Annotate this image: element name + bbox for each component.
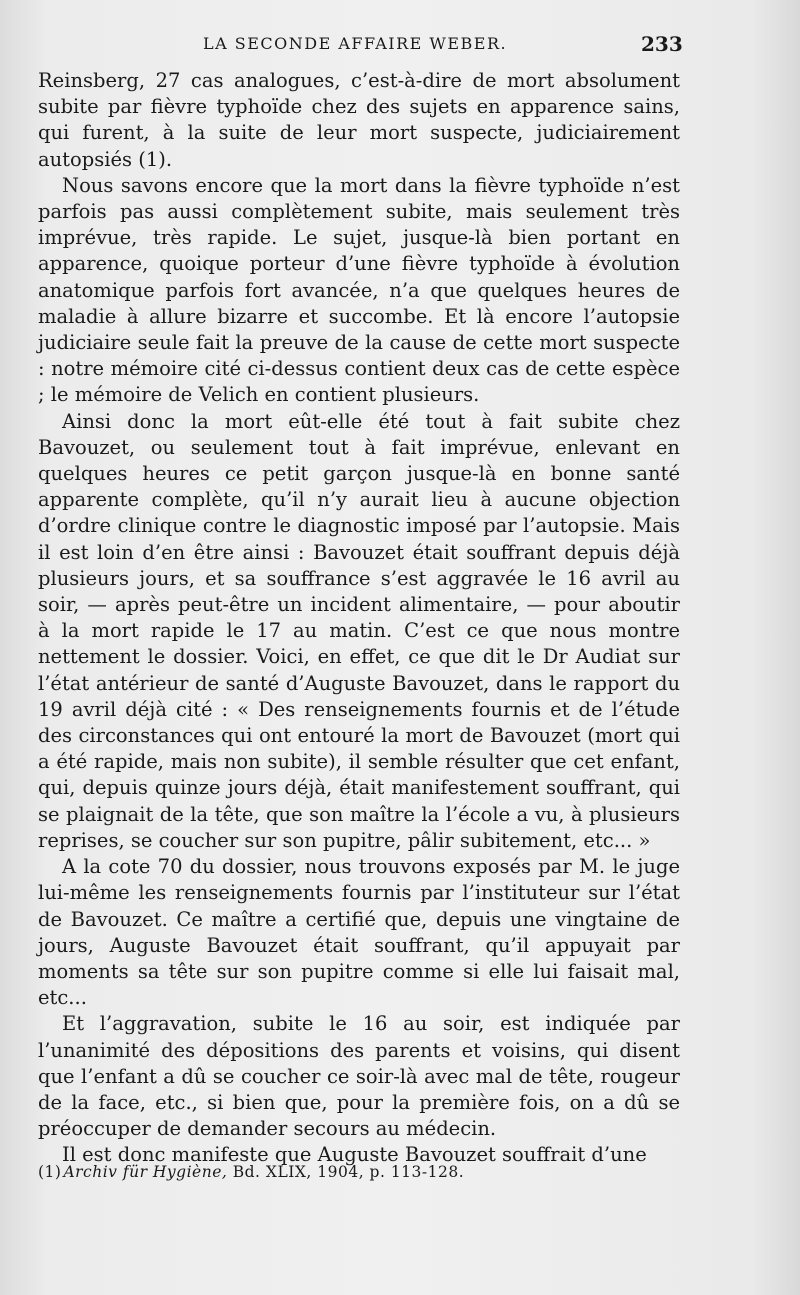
footnote-source: Archiv für Hygiène, — [63, 1163, 228, 1181]
page-header — [38, 30, 683, 60]
running-title: LA SECONDE AFFAIRE WEBER. — [203, 34, 508, 53]
footnote-reference: Bd. XLIX, 1904, p. 113-128. — [227, 1163, 465, 1181]
paragraph: A la cote 70 du dossier, nous trouvons exposés par M. le juge lui-même les renseignements fournis par l’instituteur sur l’état de Bavouzet. Ce maître a certifié que, depuis une vingtaine de jours, Auguste Bavouzet était souffrant, qu’il appuyait par moments sa tête sur son pupitre comme si elle lui faisait mal, etc... — [38, 855, 680, 1010]
paragraph: Il est donc manifeste que Auguste Bavouzet souffrait d’une — [62, 1143, 647, 1167]
footnote — [38, 1163, 680, 1181]
paragraph: Reinsberg, 27 cas analogues, c’est-à-dire de mort absolument subite par fièvre typhoïde chez des sujets en apparence sains, qui furent, à la suite de leur mort suspecte, judiciairement autopsiés (1). — [38, 69, 680, 171]
footnote-mark: (1) — [38, 1163, 62, 1181]
paragraph: Nous savons encore que la mort dans la fièvre typhoïde n’est parfois pas aussi complètement subite, mais seulement très imprévue, très rapide. Le sujet, jusque-là bien portant en apparence, quoique porteur d’une fièvre typhoïde à évolution anatomique parfois fort avancée, n’a que quelques heures de maladie à allure bizarre et succombe. Et là encore l’autopsie judiciaire seule fait la preuve de la cause de cette mort suspecte : notre mémoire cité ci-dessus contient deux cas de cette espèce ; le mémoire de Velich en contient plusieurs. — [38, 173, 680, 407]
body-text — [38, 68, 680, 1169]
paragraph: Et l’aggravation, subite le 16 au soir, est indiquée par l’unanimité des dépositions des parents et voisins, qui disent que l’enfant a dû se coucher ce soir-là avec mal de tête, rougeur de la face, etc., si bien que, pour la première fois, on a dû se préoccuper de demander secours au médecin. — [38, 1012, 680, 1141]
paragraph: Ainsi donc la mort eût-elle été tout à fait subite chez Bavouzet, ou seulement tout à fait imprévue, enlevant en quelques heures ce petit garçon jusque-là en bonne santé apparente complète, qu’il n’y aurait lieu à aucune objection d’ordre clinique contre le diagnostic imposé par l’autopsie. Mais il est loin d’en être ainsi : Bavouzet était souffrant depuis déjà plusieurs jours, et sa souffrance s’est aggravée le 16 avril au soir, — après peut-être un incident alimentaire, — pour aboutir à la mort rapide le 17 au matin. C’est ce que nous montre nettement le dossier. Voici, en effet, ce que dit le Dr Audiat sur l’état antérieur de santé d’Auguste Bavouzet, dans le rapport du 19 avril déjà cité : « Des renseignements fournis et de l’étude des circonstances qui ont entouré la mort de Bavouzet (mort qui a été rapide, mais non subite), il semble résulter que cet enfant, qui, depuis quinze jours déjà, était manifestement souffrant, qui se plaignait de la tête, que son maître la l’école a vu, à plusieurs reprises, se coucher sur son pupitre, pâlir subitement, etc... » — [38, 409, 680, 852]
page-number: 233 — [641, 32, 683, 56]
